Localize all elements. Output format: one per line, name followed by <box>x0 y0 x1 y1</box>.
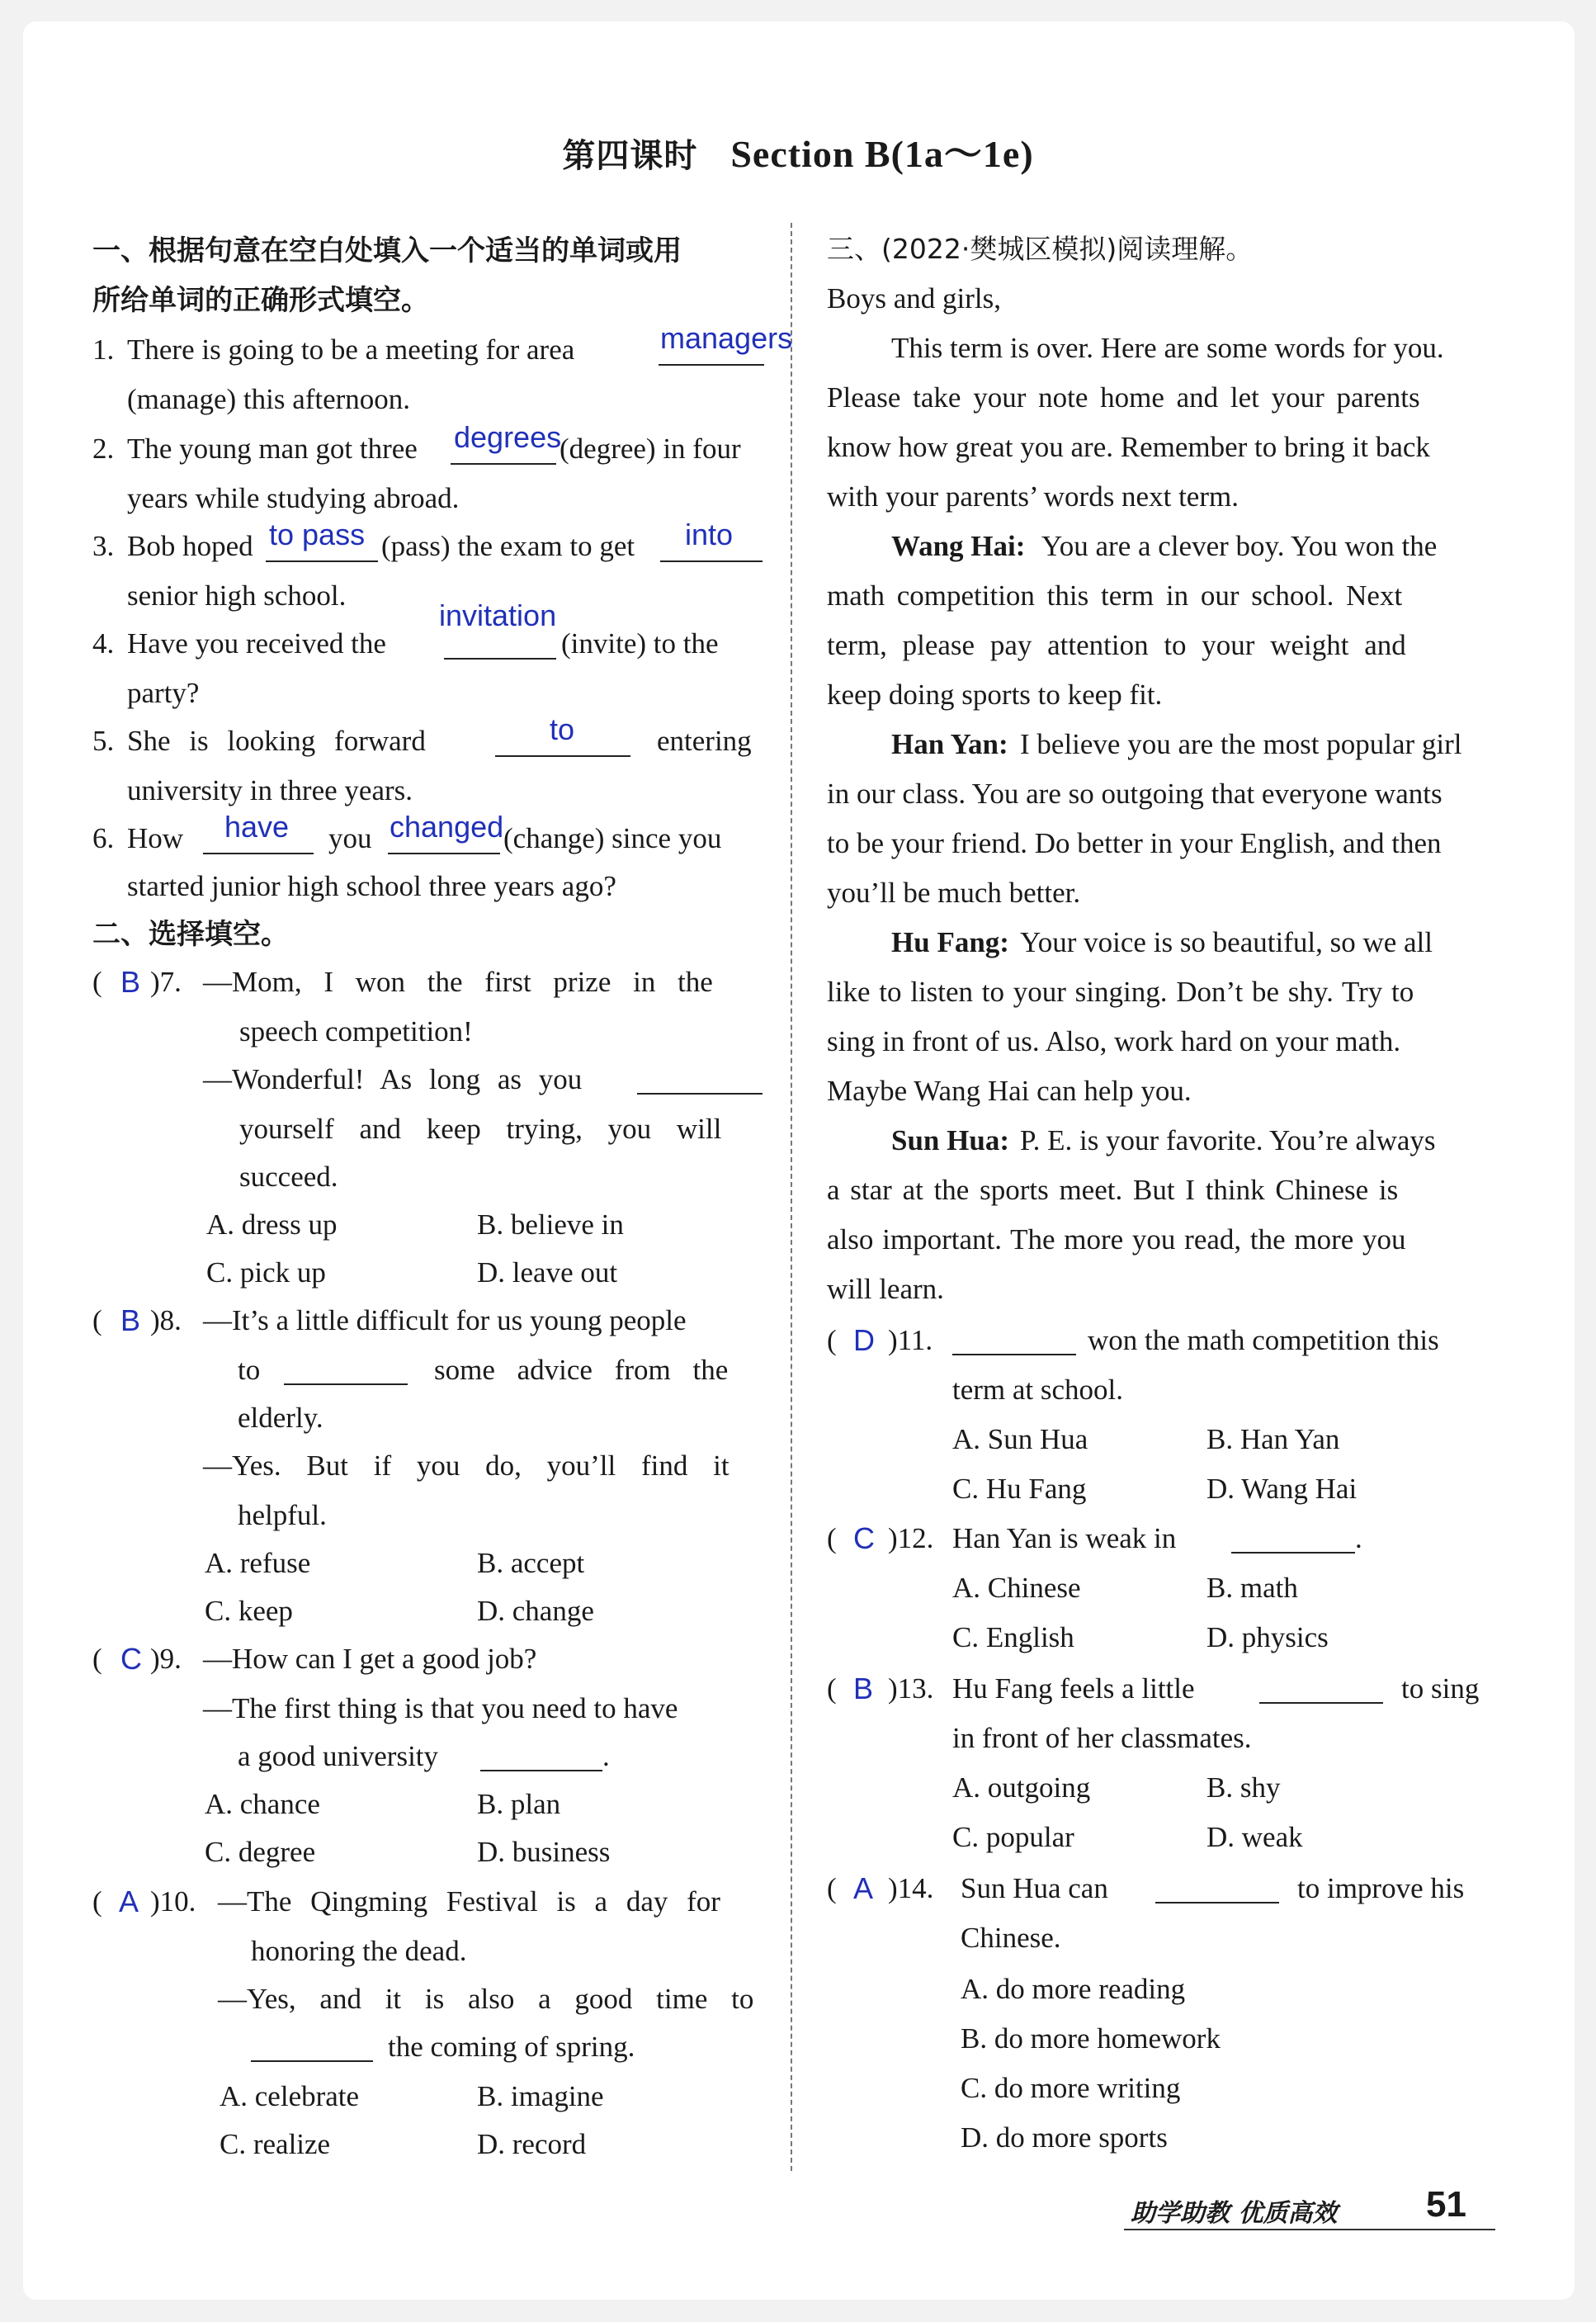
q13-number: )13. <box>888 1672 934 1705</box>
para3-line3: to be your friend. Do better in your English, and then <box>827 827 1442 859</box>
q1-text: There is going to be a meeting for area <box>127 333 575 366</box>
q10-line2: honoring the dead. <box>251 1935 467 1967</box>
q9-number: )9. <box>150 1643 182 1675</box>
q14-option-b[interactable]: B. do more homework <box>961 2022 1221 2055</box>
q11-option-b[interactable]: B. Han Yan <box>1206 1423 1340 1455</box>
q7-line1: —Mom, I won the first prize in the <box>203 966 713 998</box>
q8-option-b[interactable]: B. accept <box>477 1547 585 1579</box>
q7-number: )7. <box>150 966 182 998</box>
para3-line1: I believe you are the most popular girl <box>1020 728 1462 760</box>
part2-heading: 二、选择填空。 <box>92 918 289 951</box>
q7-option-d[interactable]: D. leave out <box>477 1256 618 1289</box>
q13-paren-open: ( <box>827 1672 837 1705</box>
q3-answer-2: into <box>685 518 734 551</box>
q13-option-a[interactable]: A. outgoing <box>952 1771 1091 1804</box>
q14-option-d[interactable]: D. do more sports <box>961 2121 1168 2154</box>
q11-blank[interactable] <box>952 1354 1076 1355</box>
q10-line3: —Yes, and it is also a good time to <box>218 1983 754 2015</box>
footer-slogan: 助学助教 优质高效 <box>1131 2199 1338 2228</box>
para3-line2: in our class. You are so outgoing that everyone wants <box>827 778 1443 810</box>
q10-paren-open: ( <box>92 1885 102 1918</box>
page-number: 51 <box>1426 2184 1466 2225</box>
section-label: Section B(1a～1e) <box>730 133 1034 175</box>
q10-blank[interactable] <box>251 2060 373 2062</box>
q12-option-a[interactable]: A. Chinese <box>952 1572 1081 1604</box>
q10-line4: the coming of spring. <box>388 2031 635 2063</box>
q9-line3: a good university <box>238 1740 439 1772</box>
para5-line3: also important. The more you read, the more you <box>827 1223 1406 1256</box>
q10-option-d[interactable]: D. record <box>477 2128 587 2160</box>
q10-number: )10. <box>150 1885 196 1918</box>
q14-option-a[interactable]: A. do more reading <box>961 1973 1186 2005</box>
q9-option-b[interactable]: B. plan <box>477 1788 561 1820</box>
q12-number: )12. <box>888 1522 934 1554</box>
q13-option-c[interactable]: C. popular <box>952 1821 1074 1853</box>
q10-option-a[interactable]: A. celebrate <box>220 2080 360 2112</box>
q10-answer: A <box>119 1885 139 1918</box>
para4-name: Hu Fang: <box>891 926 1009 958</box>
q13-text-post: to sing <box>1401 1672 1480 1705</box>
q11-option-d[interactable]: D. Wang Hai <box>1206 1473 1358 1505</box>
q5-text-post: entering <box>657 725 752 757</box>
q7-option-a[interactable]: A. dress up <box>206 1208 338 1241</box>
q3-answer-1: to pass <box>269 518 366 551</box>
para2-line3: term, please pay attention to your weight and <box>827 629 1406 661</box>
q8-line3: elderly. <box>238 1402 323 1434</box>
q3-text-line2: senior high school. <box>127 579 347 612</box>
q9-option-a[interactable]: A. chance <box>205 1788 320 1820</box>
q3-text: Bob hoped <box>127 530 253 562</box>
q9-blank[interactable] <box>480 1770 602 1771</box>
q5-blank[interactable] <box>495 755 630 757</box>
q2-text-post: (degree) in four <box>560 433 741 465</box>
q11-text: won the math competition this <box>1088 1324 1439 1356</box>
column-divider <box>791 223 792 2171</box>
para2-line4: keep doing sports to keep fit. <box>827 679 1163 711</box>
q7-line5: succeed. <box>239 1161 338 1193</box>
q5-answer: to <box>550 712 575 746</box>
para2-name: Wang Hai: <box>891 530 1026 562</box>
q11-answer: D <box>853 1323 875 1357</box>
q1-answer: managers <box>660 321 793 355</box>
q6-blank-2[interactable] <box>388 853 500 854</box>
q14-text: Sun Hua can <box>961 1872 1108 1904</box>
q11-option-a[interactable]: A. Sun Hua <box>952 1423 1088 1455</box>
footer-rule <box>1124 2229 1495 2230</box>
q3-blank-2[interactable] <box>660 560 763 562</box>
part1-heading-line1: 一、根据句意在空白处填入一个适当的单词或用 <box>92 234 682 267</box>
q14-paren-open: ( <box>827 1872 837 1904</box>
q9-line1: —How can I get a good job? <box>203 1643 537 1675</box>
page-title <box>0 124 1596 178</box>
q3-text-mid: (pass) the exam to get <box>381 530 635 562</box>
q4-blank[interactable] <box>444 658 556 660</box>
q12-blank[interactable] <box>1231 1552 1355 1554</box>
q8-answer: B <box>120 1303 141 1337</box>
q8-number: )8. <box>150 1304 182 1336</box>
q11-paren-open: ( <box>827 1324 837 1356</box>
q13-option-b[interactable]: B. shy <box>1206 1771 1281 1804</box>
para3-line4: you’ll be much better. <box>827 877 1081 909</box>
q5-text-line2: university in three years. <box>127 774 413 806</box>
q7-blank[interactable] <box>637 1093 763 1095</box>
q12-text: Han Yan is weak in <box>952 1522 1177 1554</box>
lesson-label: 第四课时 <box>562 137 698 175</box>
q14-blank[interactable] <box>1155 1902 1279 1903</box>
q2-number: 2. <box>92 433 115 465</box>
q10-option-c[interactable]: C. realize <box>220 2128 331 2160</box>
para1-line2: Please take your note home and let your parents <box>827 381 1420 414</box>
para1-line3: know how great you are. Remember to bring it back <box>827 431 1430 463</box>
q9-paren-open: ( <box>92 1643 102 1675</box>
q11-number: )11. <box>888 1324 933 1356</box>
q7-line2: speech competition! <box>239 1015 473 1048</box>
q6-number: 6. <box>92 822 115 854</box>
para4-line1: Your voice is so beautiful, so we all <box>1020 926 1433 958</box>
q5-number: 5. <box>92 725 115 757</box>
q8-paren-open: ( <box>92 1304 102 1336</box>
para1-line4: with your parents’ words next term. <box>827 480 1239 513</box>
q9-period: . <box>602 1740 610 1772</box>
q7-paren-open: ( <box>92 966 102 998</box>
para4-line3: sing in front of us. Also, work hard on your math. <box>827 1025 1401 1057</box>
q11-text-line2: term at school. <box>952 1374 1124 1406</box>
q1-text-line2: (manage) this afternoon. <box>127 383 411 415</box>
q8-blank[interactable] <box>284 1383 408 1385</box>
part1-heading-line2: 所给单词的正确形式填空。 <box>92 284 429 317</box>
para4-line2: like to listen to your singing. Don’t be shy. Try to <box>827 976 1414 1008</box>
para2-line2: math competition this term in our school. Next <box>827 579 1403 612</box>
q12-answer: C <box>853 1521 875 1555</box>
q1-blank[interactable] <box>659 364 764 366</box>
q13-blank[interactable] <box>1259 1702 1383 1704</box>
para5-name: Sun Hua: <box>891 1124 1009 1156</box>
q7-option-c[interactable]: C. pick up <box>206 1256 326 1289</box>
q7-answer: B <box>120 965 141 999</box>
q14-text-post: to improve his <box>1297 1872 1465 1904</box>
q4-number: 4. <box>92 627 115 660</box>
q3-number: 3. <box>92 530 115 562</box>
q9-option-c[interactable]: C. degree <box>205 1836 316 1868</box>
para1-line1: This term is over. Here are some words for you. <box>891 332 1444 364</box>
q6-text-line2: started junior high school three years ago? <box>127 870 616 902</box>
q6-text-mid: you <box>328 822 372 854</box>
part3-heading: 三、(2022·樊城区模拟)阅读理解。 <box>827 233 1254 265</box>
para5-line2: a star at the sports meet. But I think Chinese is <box>827 1174 1399 1206</box>
para5-line4: will learn. <box>827 1273 944 1305</box>
q8-line2-b: some advice from the <box>434 1354 729 1386</box>
q11-option-c[interactable]: C. Hu Fang <box>952 1473 1087 1505</box>
q2-text-line2: years while studying abroad. <box>127 482 460 514</box>
para3-name: Han Yan: <box>891 728 1008 760</box>
q12-option-b[interactable]: B. math <box>1206 1572 1298 1604</box>
q9-answer: C <box>120 1642 142 1676</box>
q7-line4: yourself and keep trying, you will <box>239 1113 722 1145</box>
q3-blank-1[interactable] <box>266 560 378 562</box>
q2-blank[interactable] <box>451 463 556 465</box>
q10-option-b[interactable]: B. imagine <box>477 2080 604 2112</box>
q14-answer: A <box>853 1871 874 1905</box>
q8-line1: —It’s a little difficult for us young people <box>203 1304 687 1336</box>
q9-option-d[interactable]: D. business <box>477 1836 611 1868</box>
q14-number: )14. <box>888 1872 934 1904</box>
q4-text-line2: party? <box>127 677 200 709</box>
q4-answer: invitation <box>439 598 557 632</box>
q7-line3: —Wonderful! As long as you <box>203 1063 583 1095</box>
q4-text-post: (invite) to the <box>561 627 719 660</box>
q13-option-d[interactable]: D. weak <box>1206 1821 1303 1853</box>
q2-text: The young man got three <box>127 433 418 465</box>
para5-line1: P. E. is your favorite. You’re always <box>1020 1124 1436 1156</box>
q8-option-a[interactable]: A. refuse <box>205 1547 311 1579</box>
q8-line5: helpful. <box>238 1499 327 1531</box>
q8-line4: —Yes. But if you do, you’ll find it <box>203 1449 730 1482</box>
q4-text: Have you received the <box>127 627 386 660</box>
q5-text: She is looking forward <box>127 725 426 757</box>
q8-option-d[interactable]: D. change <box>477 1595 594 1627</box>
q12-option-c[interactable]: C. English <box>952 1621 1074 1653</box>
q1-number: 1. <box>92 333 115 366</box>
q12-paren-open: ( <box>827 1522 837 1554</box>
q8-option-c[interactable]: C. keep <box>205 1595 293 1627</box>
q12-option-d[interactable]: D. physics <box>1206 1621 1329 1653</box>
q13-text-line2: in front of her classmates. <box>952 1722 1252 1754</box>
q14-text-line2: Chinese. <box>961 1922 1061 1954</box>
q14-option-c[interactable]: C. do more writing <box>961 2072 1181 2104</box>
letter-greeting: Boys and girls, <box>827 282 1001 314</box>
q6-blank-1[interactable] <box>203 853 314 854</box>
q13-answer: B <box>853 1672 874 1705</box>
para2-line1: You are a clever boy. You won the <box>1041 530 1438 562</box>
q12-period: . <box>1355 1522 1362 1554</box>
q8-line2-a: to <box>238 1354 261 1386</box>
q2-answer: degrees <box>454 420 562 454</box>
q6-text: How <box>127 822 184 854</box>
q9-line2: —The first thing is that you need to have <box>203 1692 678 1724</box>
q6-answer-2: changed <box>390 810 504 844</box>
q7-option-b[interactable]: B. believe in <box>477 1208 624 1241</box>
q13-text: Hu Fang feels a little <box>952 1672 1195 1705</box>
q6-text-post: (change) since you <box>503 822 722 854</box>
para4-line4: Maybe Wang Hai can help you. <box>827 1075 1192 1107</box>
q10-line1: —The Qingming Festival is a day for <box>218 1885 720 1918</box>
q6-answer-1: have <box>224 810 290 844</box>
